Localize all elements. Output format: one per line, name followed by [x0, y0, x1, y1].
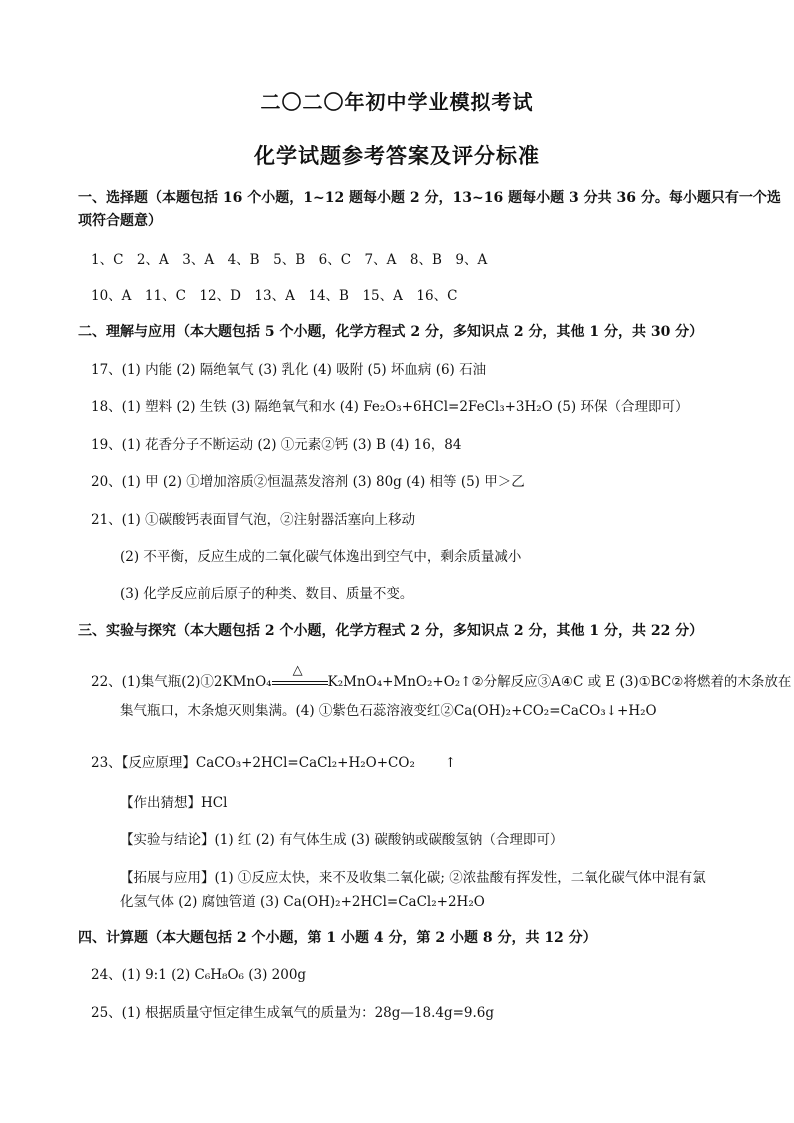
- exam-subtitle: 化学试题参考答案及评分标准: [254, 143, 540, 168]
- exam-title: 二〇二〇年初中学业模拟考试: [260, 90, 534, 114]
- heat-condition-mark: [272, 663, 328, 692]
- answers-row1: 1、C 2、A 3、A 4、B 5、B 6、C 7、A 8、B 9、A: [91, 252, 488, 268]
- answer-q22-line1: [91, 663, 792, 692]
- answer-q20: 20、(1) 甲 (2) ①增加溶质②恒温蒸发溶剂 (3) 80g (4) 相等 (5) 甲＞乙: [91, 474, 525, 490]
- answer-q23-extension-line2: 化氢气体 (2) 腐蚀管道 (3) Ca(OH)₂+2HCl=CaCl₂+2H₂O: [120, 894, 485, 910]
- answer-q21-part2: (2) 不平衡，反应生成的二氧化碳气体逸出到空气中，剩余质量减小: [120, 549, 522, 565]
- answer-q25: 25、(1) 根据质量守恒定律生成氧气的质量为：28g—18.4g=9.6g: [91, 1005, 495, 1021]
- section1-heading-line1: 一、选择题（本题包括 16 个小题，1~12 题每小题 2 分，13~16 题每小题 3 分共 36 分。每小题只有一个选: [78, 190, 781, 206]
- answers-row2: 10、A 11、C 12、D 13、A 14、B 15、A 16、C: [91, 288, 458, 304]
- q22-equation-left: 22、(1)集气瓶(2)①2KMnO₄: [91, 674, 272, 690]
- q23-equation: 23、【反应原理】CaCO₃+2HCl=CaCl₂+H₂O+CO₂: [91, 755, 415, 771]
- section2-heading: 二、理解与应用（本大题包括 5 个小题，化学方程式 2 分，多知识点 2 分，其他 1 分，共 30 分）: [78, 324, 704, 340]
- answer-q23-hypothesis: 【作出猜想】HCl: [120, 795, 228, 811]
- answer-q21-part3: (3) 化学反应前后原子的种类、数目、质量不变。: [120, 586, 414, 602]
- gas-arrow-icon: ↑: [444, 755, 457, 771]
- answer-q24: 24、(1) 9:1 (2) C₆H₈O₆ (3) 200g: [91, 967, 307, 983]
- answer-q18: 18、(1) 塑料 (2) 生铁 (3) 隔绝氧气和水 (4) Fe₂O₃+6HCl=2FeCl₃+3H₂O (5) 环保（合理即可）: [91, 399, 689, 415]
- heat-triangle-icon: △: [292, 663, 303, 678]
- q22-equation-right: K₂MnO₄+MnO₂+O₂↑②分解反应③A④C 或 E (3)①BC②将燃着的木条放在: [327, 674, 792, 690]
- answer-q23-conclusion: 【实验与结论】(1) 红 (2) 有气体生成 (3) 碳酸钠或碳酸氢钠（合理即可）: [120, 832, 564, 848]
- section1-heading-line2: 项符合题意）: [78, 213, 162, 229]
- section3-heading: 三、实验与探究（本大题包括 2 个小题，化学方程式 2 分，多知识点 2 分，其他 1 分，共 22 分）: [78, 623, 704, 639]
- section4-heading: 四、计算题（本大题包括 2 个小题，第 1 小题 4 分，第 2 小题 8 分，共 12 分）: [78, 930, 597, 946]
- answer-q23-principle: [91, 753, 456, 773]
- answer-q23-extension-line1: 【拓展与应用】(1) ①反应太快，来不及收集二氧化碳; ②浓盐酸有挥发性，二氧化碳气体中混有氯: [120, 870, 706, 886]
- answer-q19: 19、(1) 花香分子不断运动 (2) ①元素②钙 (3) B (4) 16，84: [91, 437, 462, 453]
- answer-q17: 17、(1) 内能 (2) 隔绝氧气 (3) 乳化 (4) 吸附 (5) 坏血病 (6) 石油: [91, 362, 487, 378]
- answer-q21-part1: 21、(1) ①碳酸钙表面冒气泡，②注射器活塞向上移动: [91, 512, 416, 528]
- answer-q22-line2: 集气瓶口，木条熄灭则集满。(4) ①紫色石蕊溶液变红②Ca(OH)₂+CO₂=CaCO₃↓+H₂O: [120, 703, 657, 719]
